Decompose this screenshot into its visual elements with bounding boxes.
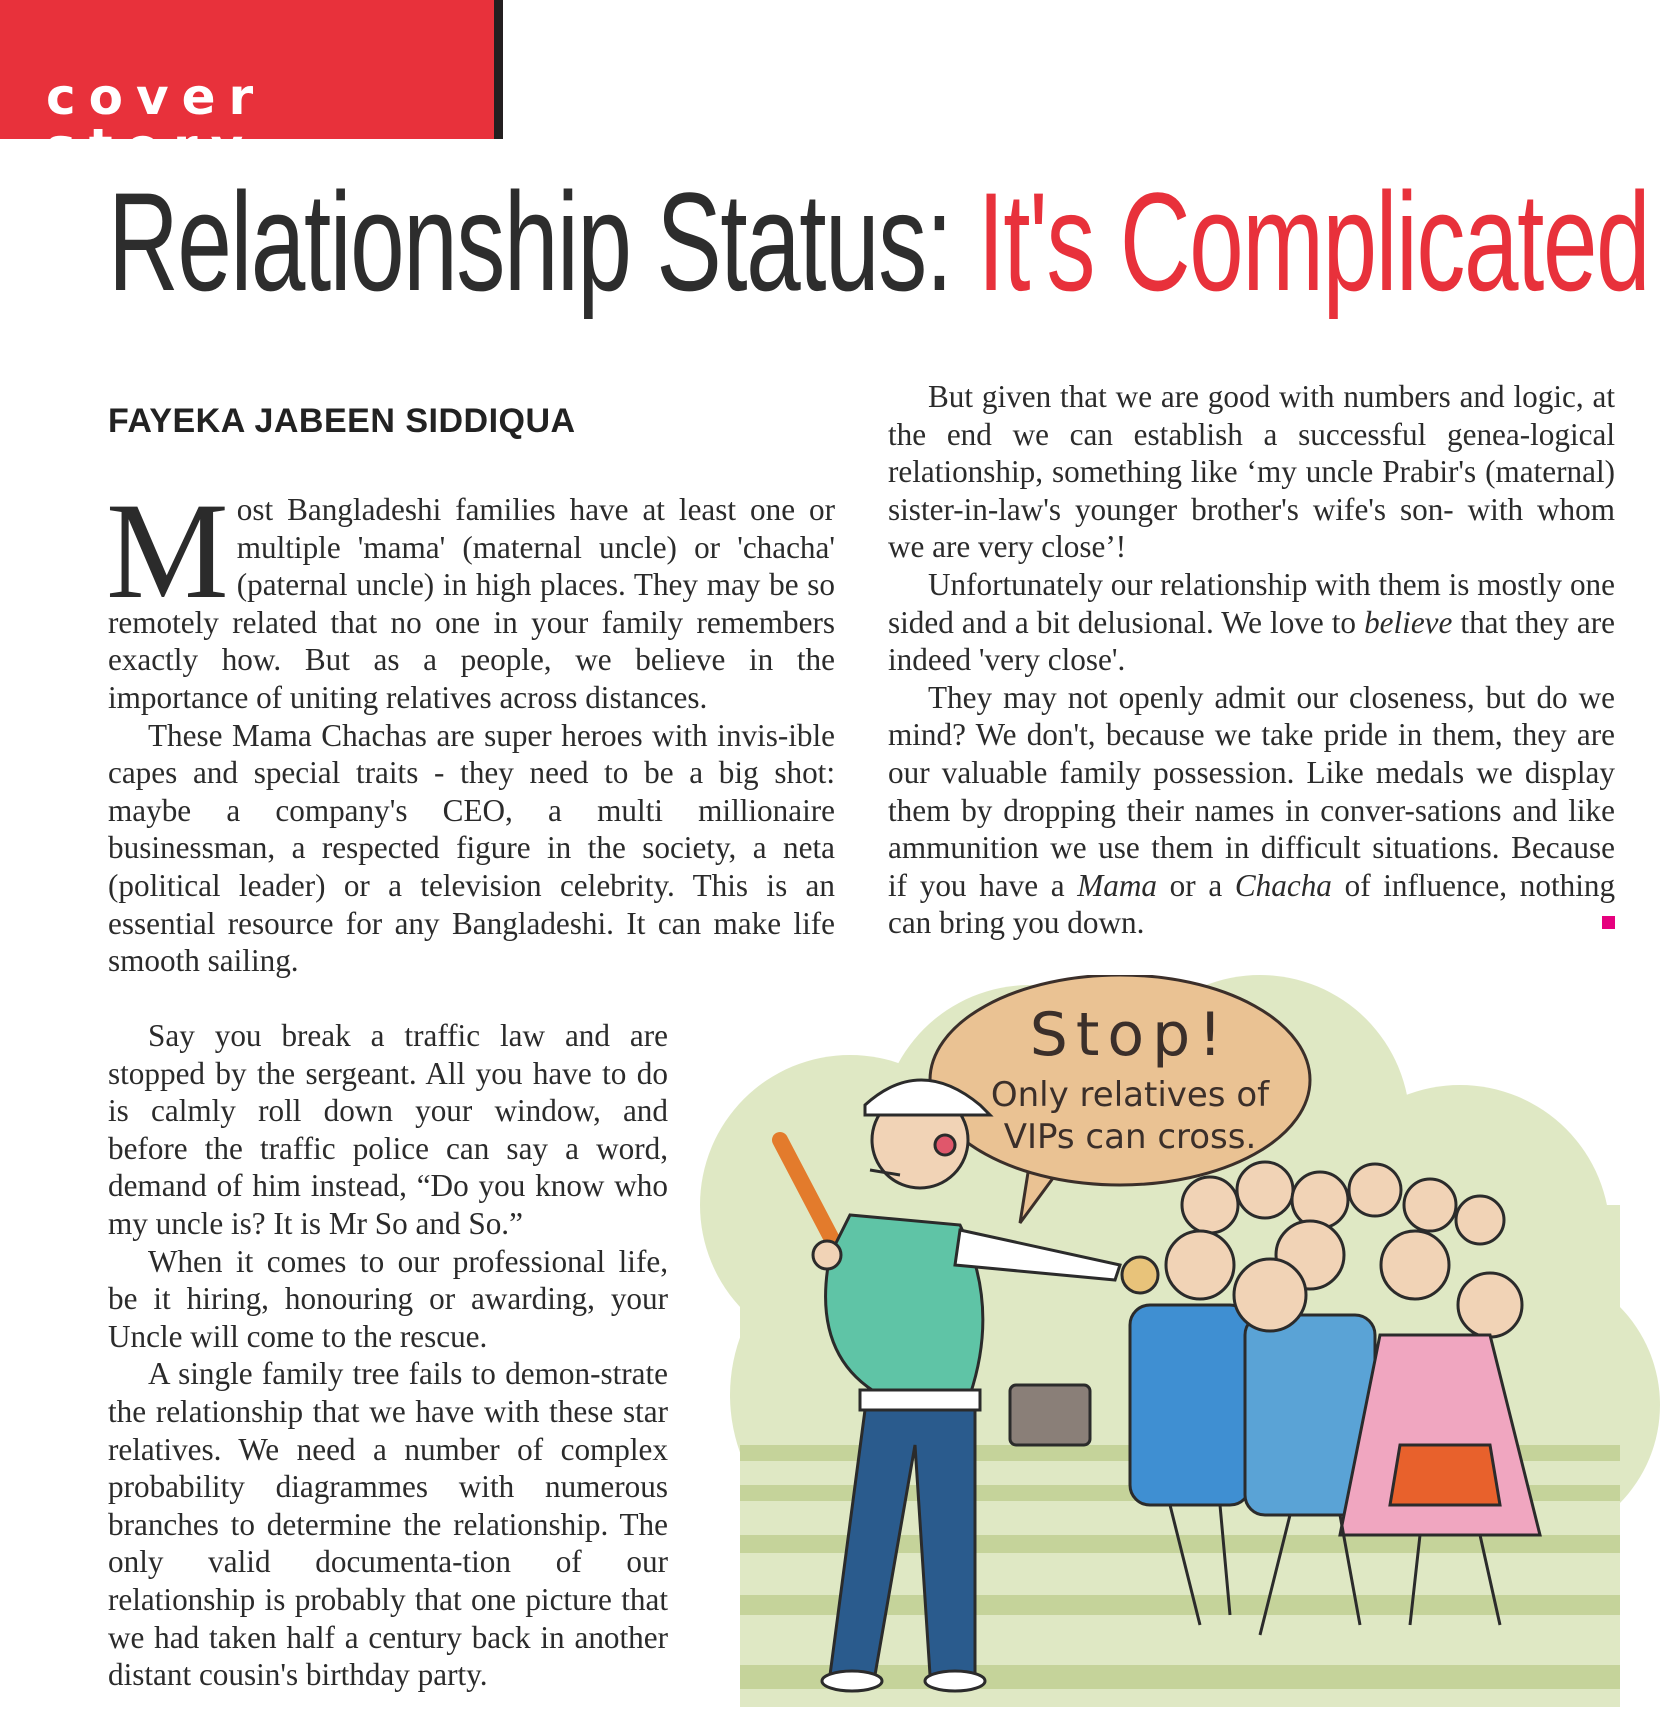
headline [108, 163, 1650, 320]
emphasis-chacha: Chacha [1234, 867, 1332, 903]
right-paragraph-3-mid: or a [1169, 867, 1223, 903]
article-column-left-top [106, 474, 835, 980]
emphasis-believe: believe [1364, 604, 1453, 640]
paragraph-1-text: ost Bangladeshi families have at least one or multiple 'mama' (maternal uncle) or 'chacha' (paternal uncle) in high places. They may be so remotely related that no one in your family remembers exactly how. But as a people, we believe in the importance of uniting relatives across distances. [108, 492, 835, 715]
paragraph-2-text: These Mama Chachas are super heroes with invis-ible capes and special traits - they need to be a big shot: maybe a company's CEO, a multi millionaire businessman, a respected figure in the society, a neta (political leader) or a television celebrity. This is an essential resource for any Bangladeshi. It can make life smooth sailing. [108, 717, 835, 979]
headline-part1: Relationship Status: [108, 163, 952, 320]
section-tag [0, 0, 503, 176]
section-tag-label: cover story [46, 68, 267, 176]
bubble-title: Stop! [1029, 1000, 1231, 1070]
paragraph-1 [106, 474, 835, 717]
bubble-line-2: Only relatives of [990, 1075, 1270, 1115]
paragraph-2 [108, 717, 835, 980]
right-paragraph-3-end: of influence, nothing can bring you down. [888, 867, 1616, 941]
article-column-left-bottom [108, 1017, 668, 1694]
briefcase [1010, 1385, 1090, 1445]
headline-part2: It's Complicated [977, 163, 1650, 320]
paragraph-3: Say you break a traffic law and are stopped by the sergeant. All you have to do is calmly roll down your window, and before the traffic police can say a word, demand of him instead, “Do you know who my uncle is? It is Mr So and So.” [108, 1018, 668, 1241]
right-paragraph-2 [888, 566, 1615, 679]
emphasis-mama: Mama [1077, 867, 1157, 903]
right-paragraph-1: But given that we are good with numbers and logic, at the end we can establish a successful genea-logical relationship, something like ‘my uncle Prabir's (maternal) sister-in-law's younger brother's wife's son- with whom we are very close’! [888, 379, 1615, 565]
paragraph-4: When it comes to our professional life, be it hiring, honouring or awarding, your Uncle will come to the rescue. [108, 1243, 668, 1354]
paragraph-5: A single family tree fails to demon-strate the relationship that we have with these star relatives. We need a number of complex probability diagrammes with numerous branches to determine the relationship. The only valid documenta-tion of our relationship is probably that one picture that we had taken half a century back in another distant cousin's birthday party. [108, 1356, 668, 1693]
cartoon-illustration [700, 975, 1667, 1707]
right-paragraph-3 [888, 679, 1615, 942]
right-paragraph-2-text: Unfortunately our relationship with them is mostly one sided and a bit delusional. We love to [888, 566, 1615, 640]
article-column-right [888, 378, 1615, 942]
right-paragraph-3-text: They may not openly admit our closeness, but do we mind? We don't, because we take pride in them, they are our valuable family possession. Like medals we display them by dropping their names in conver-sations and like ammunition we use them in difficult situations. Because if you have a [888, 679, 1615, 903]
bubble-line-3: VIPs can cross. [1003, 1117, 1257, 1157]
byline: FAYEKA JABEEN SIDDIQUA [108, 402, 576, 440]
end-of-article-mark [1602, 916, 1615, 929]
right-paragraph-2-end: that they are indeed 'very close'. [888, 604, 1616, 678]
drop-cap: M [106, 474, 229, 627]
